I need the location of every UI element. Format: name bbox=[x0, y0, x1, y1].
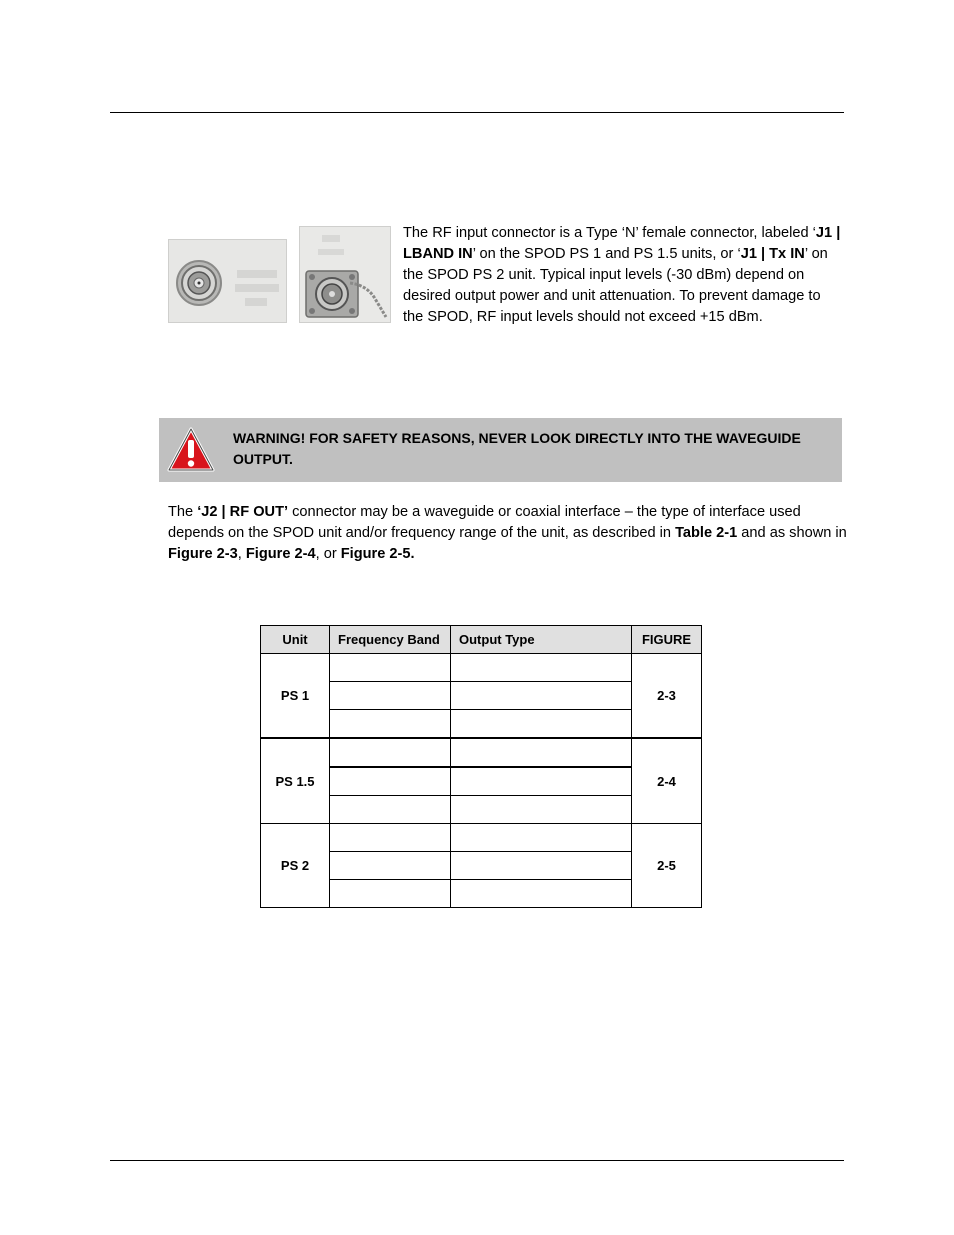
footer-rule bbox=[110, 1160, 844, 1161]
table-row bbox=[261, 654, 702, 682]
frequency-band-cell bbox=[330, 767, 451, 796]
rf-output-description bbox=[168, 502, 848, 565]
output-type-cell bbox=[451, 767, 632, 796]
unit-cell: PS 1.5 bbox=[261, 738, 330, 824]
para-text-5: , or bbox=[315, 546, 341, 562]
table-header-row bbox=[261, 626, 702, 654]
unit-cell: PS 1 bbox=[261, 654, 330, 739]
output-type-cell bbox=[451, 824, 632, 852]
header-unit: Unit bbox=[261, 626, 330, 654]
header-figure: FIGURE bbox=[632, 626, 702, 654]
para-bold-j2-rf-out: ‘J2 | RF OUT’ bbox=[197, 504, 289, 520]
frequency-band-cell bbox=[330, 654, 451, 682]
n-connector-image bbox=[169, 240, 286, 322]
rf-input-description bbox=[403, 223, 843, 328]
output-type-cell bbox=[451, 738, 632, 767]
frequency-band-cell bbox=[330, 852, 451, 880]
intro-bold-tx-in: J1 | Tx IN bbox=[740, 246, 805, 262]
warning-box bbox=[159, 418, 842, 482]
frequency-band-cell bbox=[330, 682, 451, 710]
frequency-band-cell bbox=[330, 738, 451, 767]
table-row bbox=[261, 738, 702, 767]
header-frequency-band: Frequency Band bbox=[330, 626, 451, 654]
para-text-1: The bbox=[168, 504, 198, 520]
para-text-4: , bbox=[237, 546, 246, 562]
frequency-band-cell bbox=[330, 710, 451, 739]
header-rule bbox=[110, 112, 844, 113]
n-connector-flange-image bbox=[300, 227, 390, 322]
output-type-cell bbox=[451, 796, 632, 824]
connector-photo-lband-in bbox=[168, 239, 287, 323]
para-text-3: and as shown in bbox=[737, 525, 847, 541]
output-type-cell bbox=[451, 852, 632, 880]
para-ref-table-2-1[interactable]: Table 2-1 bbox=[675, 525, 738, 541]
header-output-type: Output Type bbox=[451, 626, 632, 654]
intro-text-2: ’ on the SPOD PS 1 and PS 1.5 units, or ‘ bbox=[472, 246, 741, 262]
frequency-band-cell bbox=[330, 824, 451, 852]
para-ref-figure-2-3[interactable]: Figure 2-3 bbox=[168, 546, 238, 562]
frequency-band-cell bbox=[330, 796, 451, 824]
frequency-band-cell bbox=[330, 880, 451, 908]
figure-cell: 2-5 bbox=[632, 824, 702, 908]
para-ref-figure-2-4[interactable]: Figure 2-4 bbox=[245, 546, 316, 562]
intro-text-1: The RF input connector is a Type ‘N’ female connector, labeled ‘ bbox=[403, 225, 816, 241]
table-row bbox=[261, 824, 702, 852]
output-type-cell bbox=[451, 880, 632, 908]
output-type-cell bbox=[451, 682, 632, 710]
unit-cell: PS 2 bbox=[261, 824, 330, 908]
figure-cell: 2-4 bbox=[632, 738, 702, 824]
output-interface-table bbox=[260, 625, 702, 908]
output-type-cell bbox=[451, 654, 632, 682]
output-type-cell bbox=[451, 710, 632, 739]
warning-triangle-icon bbox=[167, 427, 215, 473]
figure-cell: 2-3 bbox=[632, 654, 702, 739]
intro-bold-lband-in: J1 | LBAND IN bbox=[403, 225, 841, 262]
intro-text-3: ’ on the SPOD PS 2 unit. Typical input levels (-30 dBm) depend on desired output power and unit attenuation. To prevent damage to the SPOD, RF input levels should not exceed +15 dBm. bbox=[403, 246, 828, 325]
para-text-2: connector may be a waveguide or coaxial interface – the type of interface used depends on the SPOD unit and/or frequency range of the unit, as described in bbox=[168, 504, 801, 541]
para-ref-figure-2-5[interactable]: Figure 2-5. bbox=[340, 546, 415, 562]
connector-photo-tx-in bbox=[299, 226, 391, 323]
warning-text: WARNING! FOR SAFETY REASONS, NEVER LOOK DIRECTLY INTO THE WAVEGUIDE OUTPUT. bbox=[233, 430, 801, 467]
